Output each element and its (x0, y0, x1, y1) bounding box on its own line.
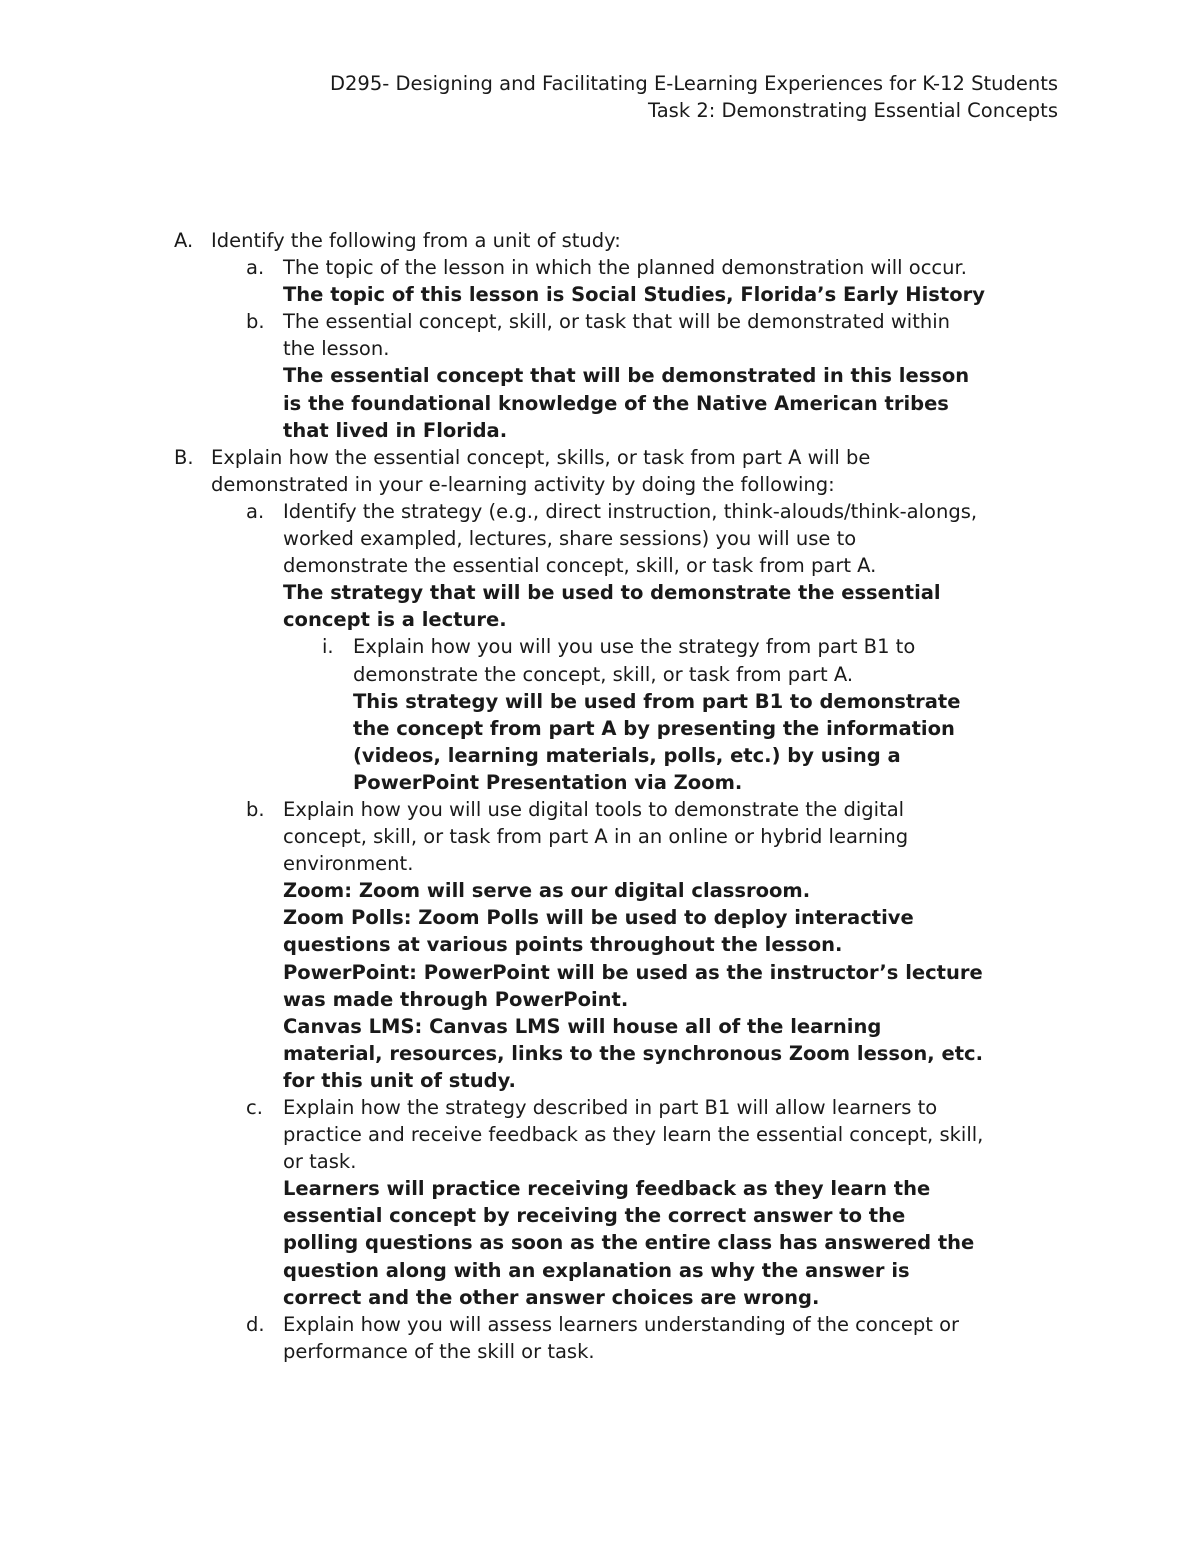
item-b-b-answer-line: Zoom Polls: Zoom Polls will be used to deploy interactive (283, 906, 914, 930)
section-a-marker: A. (174, 229, 194, 252)
item-b-b-marker: b. (246, 797, 265, 821)
document-header (330, 70, 1058, 124)
section-a (174, 227, 1074, 254)
item-a-b-answer-line: The essential concept that will be demonstrated in this lesson (283, 364, 970, 388)
item-b-c-answer-line: essential concept by receiving the correct answer to the (283, 1204, 906, 1228)
item-b-a-marker: a. (246, 499, 265, 523)
item-b-a-i-marker: i. (322, 635, 334, 659)
item-b-c-marker: c. (246, 1096, 263, 1119)
item-b-a-prompt-line: demonstrate the essential concept, skill, or task from part A. (283, 554, 877, 578)
item-b-a-i (174, 633, 1074, 796)
item-b-d (174, 1311, 1074, 1365)
item-b-c-prompt-line: Explain how the strategy described in part B1 will allow learners to (283, 1096, 938, 1119)
item-b-b-prompt-line: environment. (283, 852, 414, 876)
item-b-a-i-prompt-line: Explain how you will you use the strategy from part B1 to (353, 635, 916, 659)
item-b-c-answer-line: question along with an explanation as why the answer is (283, 1258, 910, 1282)
item-a-a-answer-line: The topic of this lesson is Social Studies, Florida’s Early History (283, 283, 985, 307)
section-a-prompt: Identify the following from a unit of study: (211, 229, 621, 252)
section-b-prompt-line: demonstrated in your e-learning activity by doing the following: (211, 472, 835, 496)
item-a-b-prompt-line: the lesson. (283, 337, 390, 361)
item-b-a (174, 498, 1074, 633)
item-a-a-prompt-line: The topic of the lesson in which the planned demonstration will occur. (283, 256, 967, 280)
item-b-b-answer-line: for this unit of study. (283, 1068, 516, 1092)
item-b-c (174, 1094, 1074, 1311)
item-b-c-prompt-line: practice and receive feedback as they learn the essential concept, skill, (283, 1123, 984, 1147)
item-a-b-prompt-line: The essential concept, skill, or task that will be demonstrated within (283, 310, 950, 334)
course-title: D295- Designing and Facilitating E-Learning Experiences for K-12 Students (329, 72, 1058, 95)
item-b-c-answer-line: Learners will practice receiving feedback as they learn the (283, 1177, 931, 1201)
item-b-c-prompt-line: or task. (283, 1150, 357, 1174)
item-a-b-marker: b. (246, 310, 265, 334)
item-a-a (174, 254, 1074, 308)
item-b-a-i-answer-line: the concept from part A by presenting the information (353, 716, 955, 740)
item-b-b-prompt-line: concept, skill, or task from part A in an online or hybrid learning (283, 825, 909, 849)
item-b-c-answer-line: correct and the other answer choices are wrong. (283, 1285, 820, 1309)
item-b-b-answer-line: PowerPoint: PowerPoint will be used as the instructor’s lecture (283, 960, 983, 984)
section-b (174, 444, 1074, 498)
item-b-b-answer-line: material, resources, links to the synchronous Zoom lesson, etc. (283, 1041, 984, 1065)
item-b-c-answer-line: polling questions as soon as the entire class has answered the (283, 1231, 975, 1255)
item-b-a-i-answer-line: This strategy will be used from part B1 to demonstrate (353, 689, 961, 713)
item-b-a-prompt-line: worked exampled, lectures, share sessions) you will use to (283, 527, 857, 551)
item-b-b (174, 796, 1074, 1094)
item-a-a-marker: a. (246, 256, 265, 280)
section-b-prompt-line: Explain how the essential concept, skills, or task from part A will be (211, 445, 871, 469)
item-b-a-i-prompt-line: demonstrate the concept, skill, or task from part A. (353, 662, 854, 686)
item-b-a-i-answer-line: (videos, learning materials, polls, etc.) by using a (353, 743, 901, 767)
task-title: Task 2: Demonstrating Essential Concepts (648, 99, 1058, 122)
item-b-a-i-answer-line: PowerPoint Presentation via Zoom. (353, 770, 743, 794)
item-b-b-answer-line: was made through PowerPoint. (283, 987, 629, 1011)
item-b-b-prompt-line: Explain how you will use digital tools to demonstrate the digital (283, 797, 905, 821)
item-a-b-answer-line: is the foundational knowledge of the Native American tribes (283, 391, 949, 415)
item-b-d-prompt-line: performance of the skill or task. (283, 1339, 595, 1363)
item-b-b-answer-line: questions at various points throughout the lesson. (283, 933, 843, 957)
item-b-a-answer-line: concept is a lecture. (283, 608, 507, 632)
item-b-a-prompt-line: Identify the strategy (e.g., direct instruction, think-alouds/think-alongs, (283, 499, 978, 523)
item-b-a-answer-line: The strategy that will be used to demonstrate the essential (283, 581, 941, 605)
item-b-b-answer-line: Zoom: Zoom will serve as our digital classroom. (283, 879, 811, 903)
item-a-b (174, 308, 1074, 443)
item-b-d-prompt-line: Explain how you will assess learners understanding of the concept or (283, 1312, 960, 1336)
section-b-marker: B. (174, 445, 194, 469)
item-a-b-answer-line: that lived in Florida. (283, 418, 508, 442)
document-body (174, 227, 1074, 1365)
item-b-b-answer-line: Canvas LMS: Canvas LMS will house all of the learning (283, 1014, 882, 1038)
item-b-d-marker: d. (246, 1312, 265, 1336)
